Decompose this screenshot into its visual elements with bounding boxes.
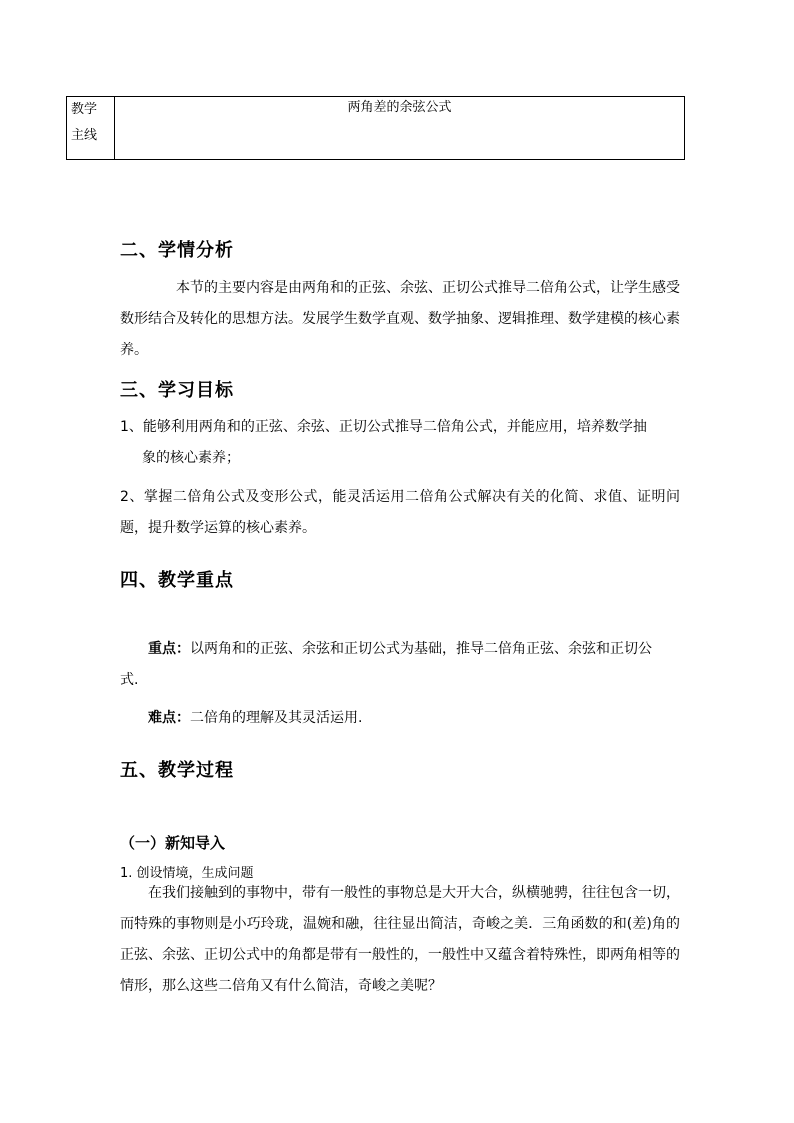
process-item-1: 1. 创设情境，生成问题 (120, 866, 254, 881)
teaching-mainline-table (66, 96, 685, 160)
table-label-line2: 主线 (71, 128, 98, 143)
table-content-cell: 两角差的余弦公式 (347, 100, 452, 115)
section-title-keypoints: 四、教学重点 (120, 570, 234, 591)
key-point-line2: 式. (120, 672, 139, 688)
key-point (120, 634, 680, 696)
section-title-process: 五、教学过程 (120, 760, 234, 781)
objective-item-2: 2、掌握二倍角公式及变形公式，能灵活运用二倍角公式解决有关的化简、求值、证明问题，提升数学运算的核心素养。 (120, 489, 680, 536)
table-label-line1: 教学 (71, 102, 98, 117)
difficult-point-label: 难点： (148, 710, 190, 726)
key-point-label: 重点： (148, 641, 190, 657)
objective-item-1-line1: 1、能够利用两角和的正弦、余弦、正切公式推导二倍角公式，并能应用，培养数学抽 (120, 419, 647, 435)
difficult-point (120, 703, 680, 734)
objective-item-1 (120, 412, 680, 474)
objective-item-1-line2: 象的核心素养； (142, 450, 240, 466)
section-title-analysis: 二、学情分析 (120, 240, 234, 261)
subsection-new-knowledge: （一）新知导入 (120, 834, 226, 852)
analysis-paragraph: 本节的主要内容是由两角和的正弦、余弦、正切公式推导二倍角公式，让学生感受数形结合及转化的思想方法。发展学生数学直观、数学抽象、逻辑推理、数学建模的核心素养。 (120, 280, 680, 358)
difficult-point-text: 二倍角的理解及其灵活运用. (190, 710, 363, 726)
table-label-cell (67, 97, 115, 159)
section-title-objectives: 三、学习目标 (120, 380, 234, 401)
key-point-line1: 以两角和的正弦、余弦和正切公式为基础，推导二倍角正弦、余弦和正切公 (190, 641, 652, 657)
process-intro-paragraph: 在我们接触到的事物中，带有一般性的事物总是大开大合，纵横驰骋，往往包含一切，而特殊的事物则是小巧玲珑，温婉和融，往往显出简洁，奇峻之美．三角函数的和(差)角的正弦、余弦、正切公式中的角都是带有一般性的，一般性中又蕴含着特殊性，即两角相等的情形，那么这些二倍角又有什么简洁，奇峻之美呢？ (120, 885, 680, 994)
